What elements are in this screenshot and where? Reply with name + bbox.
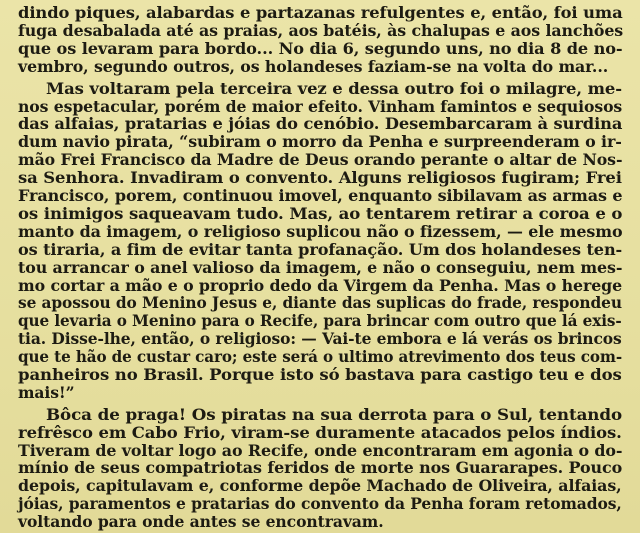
text-line: depois, capitulavam e, conforme depõe Machado de Oliveira, alfaias, bbox=[18, 476, 622, 495]
text-line: manto da imagem, o religioso suplicou não o fizessem, — ele mesmo bbox=[18, 222, 623, 241]
text-line: voltando para onde antes se encontravam. bbox=[18, 512, 384, 531]
text-line: tou arrancar o anel valioso da imagem, e não o conseguiu, nem mes- bbox=[18, 258, 623, 277]
text-line: mão Frei Francisco da Madre de Deus orando perante o altar de Nos- bbox=[18, 150, 623, 169]
text-line: nos espetacular, porém de maior efeito. Vinham famintos e sequiosos bbox=[18, 97, 623, 116]
text-line: Francisco, porem, continuou imovel, enquanto sibilavam as armas e bbox=[18, 186, 623, 205]
text-line: refrêsco em Cabo Frio, viram-se duramente atacados pelos índios. bbox=[18, 423, 622, 442]
text-line: Mas voltaram pela terceira vez e dessa outro foi o milagre, me- bbox=[46, 79, 622, 98]
text-line: se apossou do Menino Jesus e, diante das suplicas do frade, respondeu bbox=[18, 293, 622, 312]
text-line: Tiveram de voltar logo ao Recife, onde encontraram em agonia o do- bbox=[18, 441, 623, 460]
text-line: que levaria o Menino para o Recife, para brincar com outro que lá exis- bbox=[18, 311, 622, 330]
text-line: os tiraria, a fim de evitar tanta profanação. Um dos holandeses ten- bbox=[18, 240, 623, 259]
text-line: mais!” bbox=[18, 383, 75, 402]
text-line: sa Senhora. Invadiram o convento. Alguns religiosos fugiram; Frei bbox=[18, 168, 622, 187]
text-line: mínio de seus compatriotas feridos de morte nos Guararapes. Pouco bbox=[18, 458, 623, 477]
text-line: os inimigos saqueavam tudo. Mas, ao tentarem retirar a coroa e o bbox=[18, 204, 623, 223]
text-line: que os levaram para bordo... No dia 6, segundo uns, no dia 8 de no- bbox=[18, 39, 623, 58]
text-line: jóias, paramentos e pratarias do convento da Penha foram retomados, bbox=[18, 494, 622, 513]
text-line: fuga desabalada até as praias, aos batéis, às chalupas e aos lanchões bbox=[18, 21, 624, 40]
text-line: que te hão de custar caro; este será o ultimo atrevimento dos teus com- bbox=[18, 347, 623, 366]
text-line: das alfaias, pratarias e jóias do cenóbio. Desembarcaram à surdina bbox=[18, 114, 623, 133]
text-line: mo cortar a mão e o proprio dedo da Virgem da Penha. Mas o herege bbox=[18, 276, 623, 295]
text-line: dum navio pirata, “subiram o morro da Penha e surpreenderam o ir- bbox=[18, 132, 622, 151]
text-line: Bôca de praga! Os piratas na sua derrota para o Sul, tentando bbox=[46, 405, 623, 424]
text-line: vembro, segundo outros, os holandeses faziam-se na volta do mar... bbox=[18, 57, 609, 76]
text-line: tia. Disse-lhe, então, o religioso: — Vai-te embora e lá verás os brincos bbox=[18, 329, 622, 348]
text-line: dindo piques, alabardas e partazanas refulgentes e, então, foi uma bbox=[18, 3, 623, 22]
text-line: panheiros no Brasil. Porque isto só bastava para castigo teu e dos bbox=[18, 365, 622, 384]
